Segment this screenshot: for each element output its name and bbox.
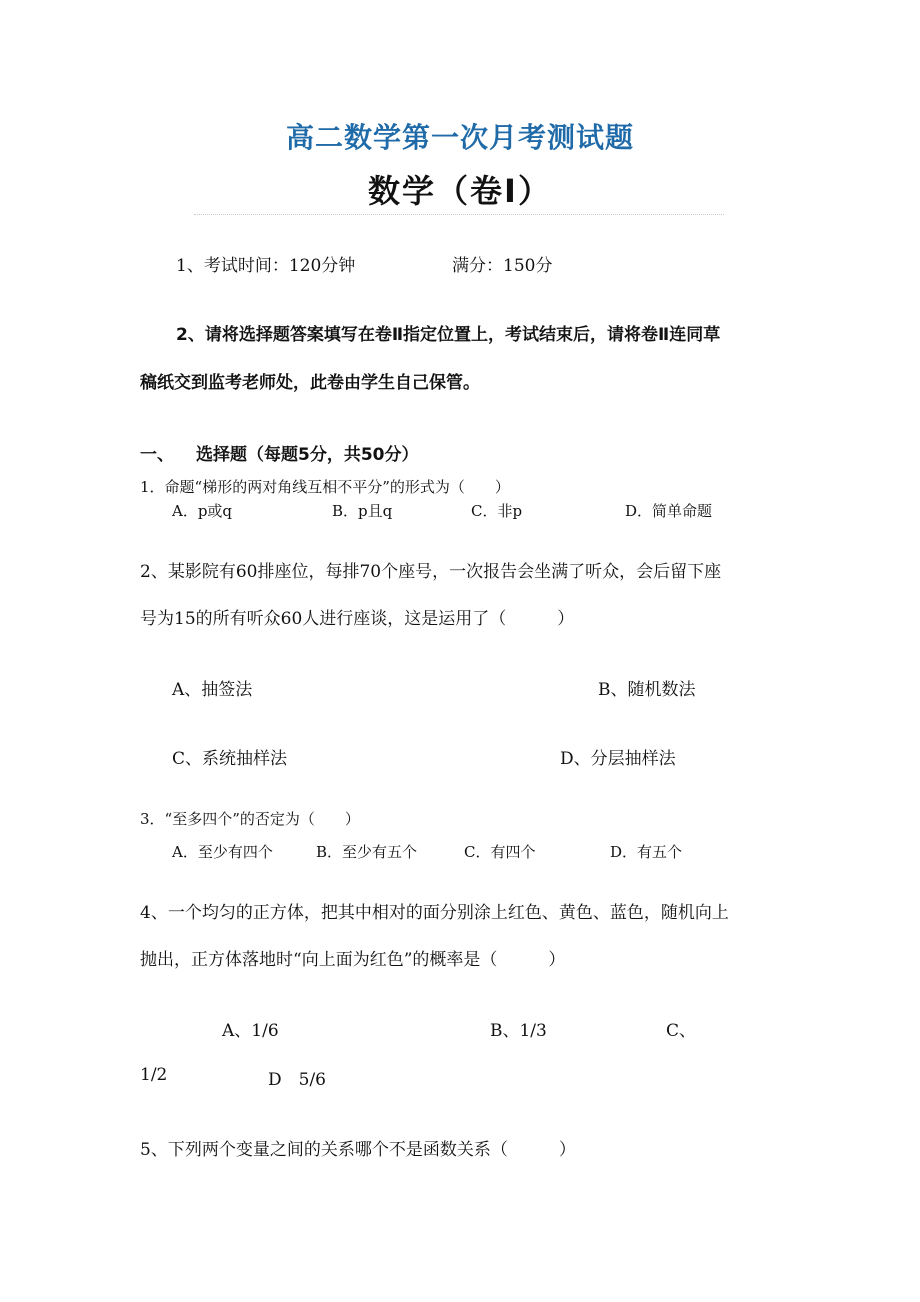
q2-option-d: D、分层抽样法 (560, 749, 676, 769)
q3-option-d: D．有五个 (610, 843, 683, 861)
q1-option-c: C．非p (471, 502, 523, 520)
section-heading: 选择题（每题5分，共50分） (196, 445, 419, 465)
q4-stem-line2: 抛出，正方体落地时“向上面为红色”的概率是（ ） (140, 950, 566, 970)
q4-option-a: A、1/6 (222, 1021, 279, 1041)
q2-stem-line2: 号为15的所有听众60人进行座谈，这是运用了（ ） (140, 609, 575, 629)
q3-option-b: B．至少有五个 (316, 843, 418, 861)
q1-stem: 1．命题“梯形的两对角线互相不平分”的形式为（ ） (140, 478, 510, 496)
q4-option-b: B、1/3 (490, 1021, 547, 1041)
q1-option-a: A．p或q (172, 502, 233, 520)
q4-option-d: D 5/6 (268, 1070, 326, 1090)
q5-stem: 5、下列两个变量之间的关系哪个不是函数关系（ ） (140, 1140, 576, 1160)
q3-option-a: A．至少有四个 (172, 843, 273, 861)
q3-option-c: C．有四个 (464, 843, 536, 861)
q2-option-b: B、随机数法 (598, 680, 696, 700)
q1-option-b: B．p且q (332, 502, 393, 520)
instruction-answer-line1: 2、请将选择题答案填写在卷Ⅱ指定位置上，考试结束后，请将卷Ⅱ连同草 (176, 325, 721, 345)
q4-option-c-label: C、 (666, 1021, 697, 1041)
q4-option-c-value: 1/2 (140, 1065, 168, 1085)
q1-option-d: D．简单命题 (625, 502, 713, 520)
title-divider (194, 214, 724, 215)
instruction-time: 1、考试时间：120分钟 (176, 256, 356, 276)
instruction-score: 满分：150分 (452, 256, 553, 276)
q3-stem: 3．“至多四个”的否定为（ ） (140, 810, 360, 828)
q2-option-c: C、系统抽样法 (172, 749, 288, 769)
q2-stem-line1: 2、某影院有60排座位，每排70个座号，一次报告会坐满了听众，会后留下座 (140, 562, 722, 582)
q2-option-a: A、抽签法 (172, 680, 253, 700)
paper-subtitle: 数学（卷Ⅰ） (368, 172, 552, 210)
q4-stem-line1: 4、一个均匀的正方体，把其中相对的面分别涂上红色、黄色、蓝色，随机向上 (140, 903, 729, 923)
instruction-answer-line2: 稿纸交到监考老师处，此卷由学生自己保管。 (140, 373, 480, 393)
section-number: 一、 (140, 445, 174, 465)
page-title: 高二数学第一次月考测试题 (285, 121, 634, 154)
